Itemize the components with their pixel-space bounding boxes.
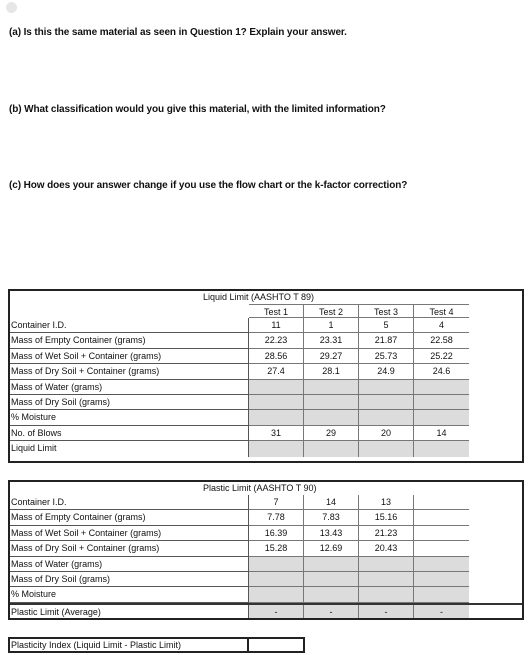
plastic-limit-cell[interactable] bbox=[414, 495, 469, 510]
liquid-limit-cell[interactable]: 25.73 bbox=[359, 349, 414, 364]
liquid-limit-cell[interactable]: 21.87 bbox=[359, 333, 414, 348]
question-a: (a) Is this the same material as seen in Question 1? Explain your answer. bbox=[9, 27, 347, 38]
liquid-limit-cell[interactable]: 29.27 bbox=[304, 349, 359, 364]
plastic-limit-row bbox=[10, 587, 522, 602]
liquid-limit-cell[interactable]: 24.9 bbox=[359, 364, 414, 379]
plastic-limit-cell[interactable]: 7.83 bbox=[304, 510, 359, 525]
liquid-limit-cell[interactable]: 24.6 bbox=[414, 364, 469, 379]
liquid-limit-row-label: Container I.D. bbox=[10, 318, 249, 333]
plastic-limit-cell[interactable]: 14 bbox=[304, 495, 359, 510]
liquid-limit-row bbox=[10, 426, 522, 441]
liquid-limit-cell[interactable]: 28.1 bbox=[304, 364, 359, 379]
liquid-limit-cell[interactable]: 28.56 bbox=[249, 349, 304, 364]
liquid-limit-cell[interactable] bbox=[249, 380, 304, 395]
liquid-limit-cell[interactable]: 4 bbox=[414, 318, 469, 333]
plastic-limit-cell[interactable]: 15.16 bbox=[359, 510, 414, 525]
plastic-limit-row-label: Plastic Limit (Average) bbox=[10, 605, 249, 618]
liquid-limit-row bbox=[10, 349, 522, 364]
liquid-limit-cell[interactable]: 25.22 bbox=[414, 349, 469, 364]
liquid-limit-header-row bbox=[10, 304, 522, 318]
plastic-limit-row-label: Container I.D. bbox=[10, 495, 249, 510]
plastic-limit-row bbox=[10, 557, 522, 572]
plastic-limit-row-label: % Moisture bbox=[10, 587, 249, 602]
liquid-limit-row bbox=[10, 364, 522, 379]
plasticity-index-value[interactable] bbox=[249, 639, 303, 651]
plastic-limit-cell[interactable]: 7 bbox=[249, 495, 304, 510]
liquid-limit-table bbox=[8, 289, 524, 463]
liquid-limit-cell[interactable]: 14 bbox=[414, 426, 469, 441]
plastic-limit-cell[interactable] bbox=[249, 587, 304, 602]
plastic-limit-cell[interactable] bbox=[249, 572, 304, 587]
plastic-limit-cell[interactable]: 15.28 bbox=[249, 541, 304, 556]
liquid-limit-cell[interactable]: 20 bbox=[359, 426, 414, 441]
plastic-limit-cell[interactable] bbox=[359, 557, 414, 572]
liquid-limit-row-label: Mass of Dry Soil + Container (grams) bbox=[10, 364, 249, 379]
plastic-limit-cell[interactable] bbox=[414, 587, 469, 602]
plasticity-index-label: Plasticity Index (Liquid Limit - Plastic Limit) bbox=[10, 639, 249, 651]
liquid-limit-row-label: Mass of Empty Container (grams) bbox=[10, 333, 249, 348]
liquid-limit-title-row bbox=[10, 291, 522, 304]
plastic-limit-cell[interactable] bbox=[359, 587, 414, 602]
plastic-limit-cell[interactable] bbox=[414, 572, 469, 587]
plastic-limit-row bbox=[10, 541, 522, 556]
liquid-limit-cell[interactable]: 1 bbox=[304, 318, 359, 333]
plastic-limit-row bbox=[10, 572, 522, 587]
liquid-limit-cell[interactable]: 22.23 bbox=[249, 333, 304, 348]
liquid-limit-row-label: % Moisture bbox=[10, 410, 249, 425]
plastic-limit-cell[interactable]: 13 bbox=[359, 495, 414, 510]
liquid-limit-row-label: Mass of Dry Soil (grams) bbox=[10, 395, 249, 410]
plastic-limit-cell[interactable]: - bbox=[414, 605, 469, 618]
plastic-limit-row bbox=[10, 495, 522, 510]
liquid-limit-cell[interactable] bbox=[359, 380, 414, 395]
liquid-limit-row bbox=[10, 395, 522, 410]
plastic-limit-cell[interactable] bbox=[414, 557, 469, 572]
liquid-limit-cell[interactable]: 27.4 bbox=[249, 364, 304, 379]
liquid-limit-cell[interactable] bbox=[359, 441, 414, 456]
plastic-limit-cell[interactable]: - bbox=[304, 605, 359, 618]
plastic-limit-cell[interactable] bbox=[414, 526, 469, 541]
liquid-limit-cell[interactable] bbox=[414, 395, 469, 410]
liquid-limit-cell[interactable]: 31 bbox=[249, 426, 304, 441]
liquid-limit-cell[interactable]: 29 bbox=[304, 426, 359, 441]
plastic-limit-title: Plastic Limit (AASHTO T 90) bbox=[203, 483, 317, 493]
liquid-limit-cell[interactable]: 5 bbox=[359, 318, 414, 333]
plastic-limit-row-label: Mass of Empty Container (grams) bbox=[10, 510, 249, 525]
plastic-limit-row-label: Mass of Water (grams) bbox=[10, 557, 249, 572]
liquid-limit-row-label: Mass of Water (grams) bbox=[10, 380, 249, 395]
plastic-limit-cell[interactable]: - bbox=[249, 605, 304, 618]
header-test-1: Test 1 bbox=[249, 304, 304, 318]
liquid-limit-row-label: Mass of Wet Soil + Container (grams) bbox=[10, 349, 249, 364]
liquid-limit-cell[interactable] bbox=[414, 380, 469, 395]
plastic-limit-cell[interactable] bbox=[414, 510, 469, 525]
liquid-limit-cell[interactable] bbox=[304, 395, 359, 410]
liquid-limit-cell[interactable] bbox=[414, 410, 469, 425]
liquid-limit-row-label: Liquid Limit bbox=[10, 441, 249, 456]
liquid-limit-cell[interactable]: 23.31 bbox=[304, 333, 359, 348]
liquid-limit-cell[interactable] bbox=[304, 410, 359, 425]
plastic-limit-title-row bbox=[10, 482, 522, 495]
plastic-limit-cell[interactable] bbox=[359, 572, 414, 587]
liquid-limit-row-label: No. of Blows bbox=[10, 426, 249, 441]
liquid-limit-cell[interactable] bbox=[304, 380, 359, 395]
liquid-limit-row bbox=[10, 333, 522, 348]
plastic-limit-cell[interactable]: 12.69 bbox=[304, 541, 359, 556]
question-b: (b) What classification would you give this material, with the limited information? bbox=[9, 104, 386, 115]
liquid-limit-cell[interactable] bbox=[414, 441, 469, 456]
liquid-limit-cell[interactable] bbox=[249, 410, 304, 425]
liquid-limit-row bbox=[10, 441, 522, 456]
plastic-limit-row bbox=[10, 603, 522, 618]
liquid-limit-cell[interactable]: 22.58 bbox=[414, 333, 469, 348]
plastic-limit-cell[interactable] bbox=[249, 557, 304, 572]
question-c: (c) How does your answer change if you use the flow chart or the k-factor correction? bbox=[9, 180, 408, 191]
liquid-limit-cell[interactable]: 11 bbox=[249, 318, 304, 333]
plastic-limit-cell[interactable] bbox=[414, 541, 469, 556]
plastic-limit-cell[interactable]: 7.78 bbox=[249, 510, 304, 525]
plastic-limit-row bbox=[10, 526, 522, 541]
plastic-limit-row-label: Mass of Wet Soil + Container (grams) bbox=[10, 526, 249, 541]
liquid-limit-title: Liquid Limit (AASHTO T 89) bbox=[203, 292, 315, 302]
liquid-limit-cell[interactable] bbox=[249, 395, 304, 410]
plastic-limit-cell[interactable]: 20.43 bbox=[359, 541, 414, 556]
plastic-limit-table bbox=[8, 480, 524, 620]
corner-dot-icon bbox=[6, 2, 17, 13]
plastic-limit-cell[interactable] bbox=[304, 572, 359, 587]
plastic-limit-cell[interactable] bbox=[304, 557, 359, 572]
plastic-limit-cell[interactable]: 21.23 bbox=[359, 526, 414, 541]
liquid-limit-cell[interactable] bbox=[304, 441, 359, 456]
plastic-limit-cell[interactable]: - bbox=[359, 605, 414, 618]
plastic-limit-row-label: Mass of Dry Soil + Container (grams) bbox=[10, 541, 249, 556]
plastic-limit-cell[interactable]: 13.43 bbox=[304, 526, 359, 541]
plastic-limit-row-label: Mass of Dry Soil (grams) bbox=[10, 572, 249, 587]
plastic-limit-cell[interactable]: 16.39 bbox=[249, 526, 304, 541]
liquid-limit-row bbox=[10, 380, 522, 395]
liquid-limit-row bbox=[10, 410, 522, 425]
liquid-limit-cell[interactable] bbox=[249, 441, 304, 456]
header-test-3: Test 3 bbox=[359, 304, 414, 318]
header-blank bbox=[10, 304, 249, 318]
header-test-2: Test 2 bbox=[304, 304, 359, 318]
plastic-limit-cell[interactable] bbox=[304, 587, 359, 602]
plastic-limit-row bbox=[10, 510, 522, 525]
liquid-limit-cell[interactable] bbox=[359, 410, 414, 425]
liquid-limit-cell[interactable] bbox=[359, 395, 414, 410]
plasticity-index-box bbox=[8, 637, 305, 653]
liquid-limit-row bbox=[10, 318, 522, 333]
header-test-4: Test 4 bbox=[414, 304, 469, 318]
